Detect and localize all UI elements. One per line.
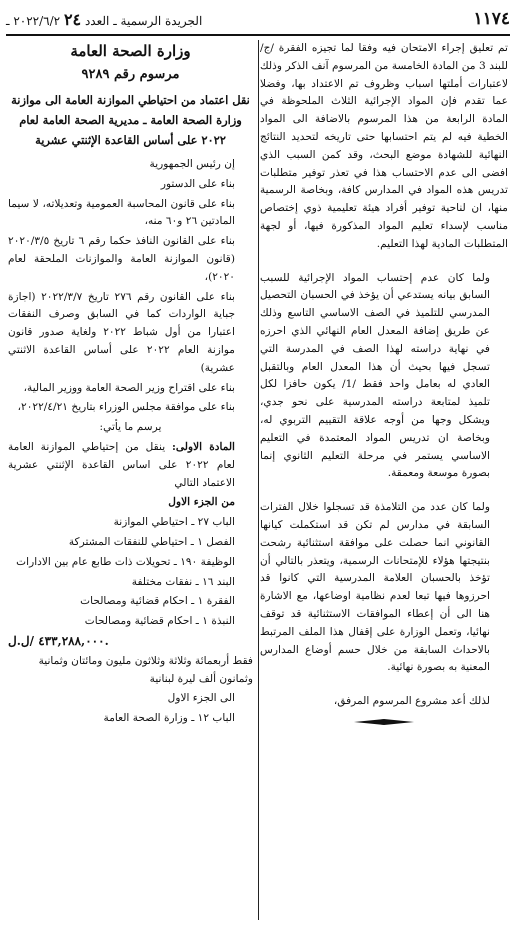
- end-mark: [354, 719, 414, 725]
- issue-date: ٢٠٢٢/٦/٢ ـ: [6, 13, 61, 28]
- page-header: [6, 6, 510, 32]
- from-item: البند ١٦ ـ نفقات مختلفة: [131, 575, 235, 588]
- to-part: الى الجزء الاول: [167, 692, 235, 705]
- page-number: ١١٧٤: [473, 9, 510, 29]
- issue-info: [6, 10, 202, 29]
- header-rule: [6, 34, 510, 36]
- paragraph: ولما كان عدد من التلامذة قد تسجلوا خلال الفترات السابقة في مدارس لم تكن قد استكملت كيانها القانوني انما حصلت على موافقة استثنائية رشحت بنتيجتها هؤلاء للإمتحانات الرسمية، ويتعذر بالتالي أن تؤخذ بالحسبان العلامة المدرسية التي كانوا قد احرزوها فيها تبعا لعدم نظامية اوضاعها، مع الاشارة هنا الى أن إعطاء الموافقات الاستثنائية قد توقف نهائيا، وتعمل الوزارة على إقفال هذا الملف المرتبط بالاحداث السابقة من خلال حسم أوضاع المدارس المعنية به بصورة نهائية.: [260, 501, 490, 674]
- amount-words: فقط أربعمائة وثلاثة وثلاثون مليون ومائتان وثمانية وثمانون ألف ليرة لبنانية: [38, 654, 253, 685]
- column-divider: [258, 40, 259, 920]
- recital: بناء على اقتراح وزير الصحة العامة ووزير المالية،: [23, 381, 235, 394]
- article-one: [8, 439, 253, 492]
- from-item: الباب ٢٧ ـ احتياطي الموازنة: [113, 516, 235, 529]
- left-column: [8, 40, 253, 730]
- paragraph: ولما كان عدم إحتساب المواد الإجرائية للسبب السابق بيانه يستدعي أن يؤخذ في الحسبان التحصيل المدرسي للتلميذ في الصف الاساسي التاسع وذلك عن طريق إضافة المعدل العام النهائي الذي احرزه في نهاية دراسته لهذا الصف في المدرسة التي تسجل فيها بحيث أن هذا المعدل العام وبالتقبل العادي له بعامل واحد فقط /1/ يكون حافزا لكل تلميذ لمتابعة دراسته المدرسية على نحو جدي، ويشكل وجها من أوجه علاقة التقييم التربوي له، وبخاصة ان تدريس المواد المعتمدة في التعليم الاساسي يستمر في مرحلة التعليم الثانوي إنما بصورة موسعة ومعمقة.: [260, 271, 490, 480]
- article-text: ينقل من إحتياطي الموازنة العامة لعام ٢٠٢٢ على اساس القاعدة الإثنتي عشرية الاعتماد التالي: [8, 440, 235, 489]
- recital: بناء على قانون المحاسبة العمومية وتعديلاته، لا سيما المادتين ٢٦ و٦٠ منه،: [8, 197, 235, 228]
- paragraph: لذلك أعد مشروع المرسوم المرفق،: [333, 695, 490, 708]
- recital: بناء على موافقة مجلس الوزراء بتاريخ ٢٠٢٢/٤/٢١،: [17, 401, 235, 414]
- decree-subject: نقل اعتماد من احتياطي الموازنة العامة الى موازنة وزارة الصحة العامة ـ مديرية الصحة العامة لعام ٢٠٢٢ على أساس القاعدة الإثنتي عشرية: [11, 93, 250, 147]
- from-item: الوظيفة ١٩٠ ـ تحويلات ذات طابع عام بين الادارات: [16, 555, 235, 568]
- right-column: [260, 40, 508, 725]
- president-line: إن رئيس الجمهورية: [149, 158, 235, 170]
- to-item: الباب ١٢ ـ وزارة الصحة العامة: [103, 712, 235, 725]
- issue-number: ٢٤: [63, 9, 82, 29]
- decree-number: مرسوم رقم ٩٢٨٩: [81, 67, 180, 82]
- paragraph: تم تعليق إجراء الامتحان فيه وفقا لما تجيزه الفقرة /ج/ للبند 3 من المادة الخامسة من المرسوم آنف الذكر وذلك لاعتبارات أملتها اسباب وظروف تم الاعتداد بها، وفضلا عما تقدم فإن المواد الإجرائية الثلاث الملحوظة في المادة الرابعة من هذا المرسوم بالاضافة الى المواد الخطية فيه لم يتم احتسابها حتى تاريخه لتحديد النتائج النهائية للشهادة موضع البحث، وقد كمن السبب الذي افضى الى عدم الاحتساب هذا في تعذر توفير متطلبات تدريس هذه المواد في المدارس كافة، وبخاصة الرسمية منها، ان لناحية توفير أفراد هيئة تعليمية ذوي إختصاص مناسب لإسداء تعليم المواد المذكورة فيها، أو لجهة المتطلبات المادية لهذا التعليم.: [260, 42, 508, 250]
- amount: ٤٣٣,٢٨٨,٠٠٠ /ل.ل.: [8, 633, 109, 648]
- from-item: الفقرة ١ ـ احكام قضائية ومصالحات: [80, 595, 235, 608]
- recital: بناء على القانون رقم ٢٧٦ تاريخ ٢٠٢٢/٣/٧ (اجازة جباية الواردات كما في السابق وصرف النفقات اعتبارا من أول شباط ٢٠٢٢ ولغاية صدور قانون موازنة العام ٢٠٢٢ على أساس القاعدة الاثنتي عشرية): [8, 290, 235, 374]
- issue-label: الجريدة الرسمية ـ العدد: [84, 13, 203, 28]
- from-item: النبذة ١ ـ احكام قضائية ومصالحات: [84, 615, 235, 628]
- from-item: الفصل ١ ـ احتياطي للنفقات المشتركة: [68, 535, 235, 548]
- ministry-title: وزارة الصحة العامة: [70, 42, 191, 60]
- decrees-label: يرسم ما يأتي:: [99, 421, 162, 434]
- recital: بناء على القانون النافذ حكما رقم ٦ تاريخ ٢٠٢٠/٣/٥ (قانون الموازنة العامة والموازنات الملحقة لعام ٢٠٢٠)،: [8, 235, 235, 283]
- from-part: من الجزء الاول: [168, 496, 235, 509]
- recital: بناء على الدستور: [160, 177, 235, 190]
- article-label: المادة الاولى:: [172, 440, 235, 453]
